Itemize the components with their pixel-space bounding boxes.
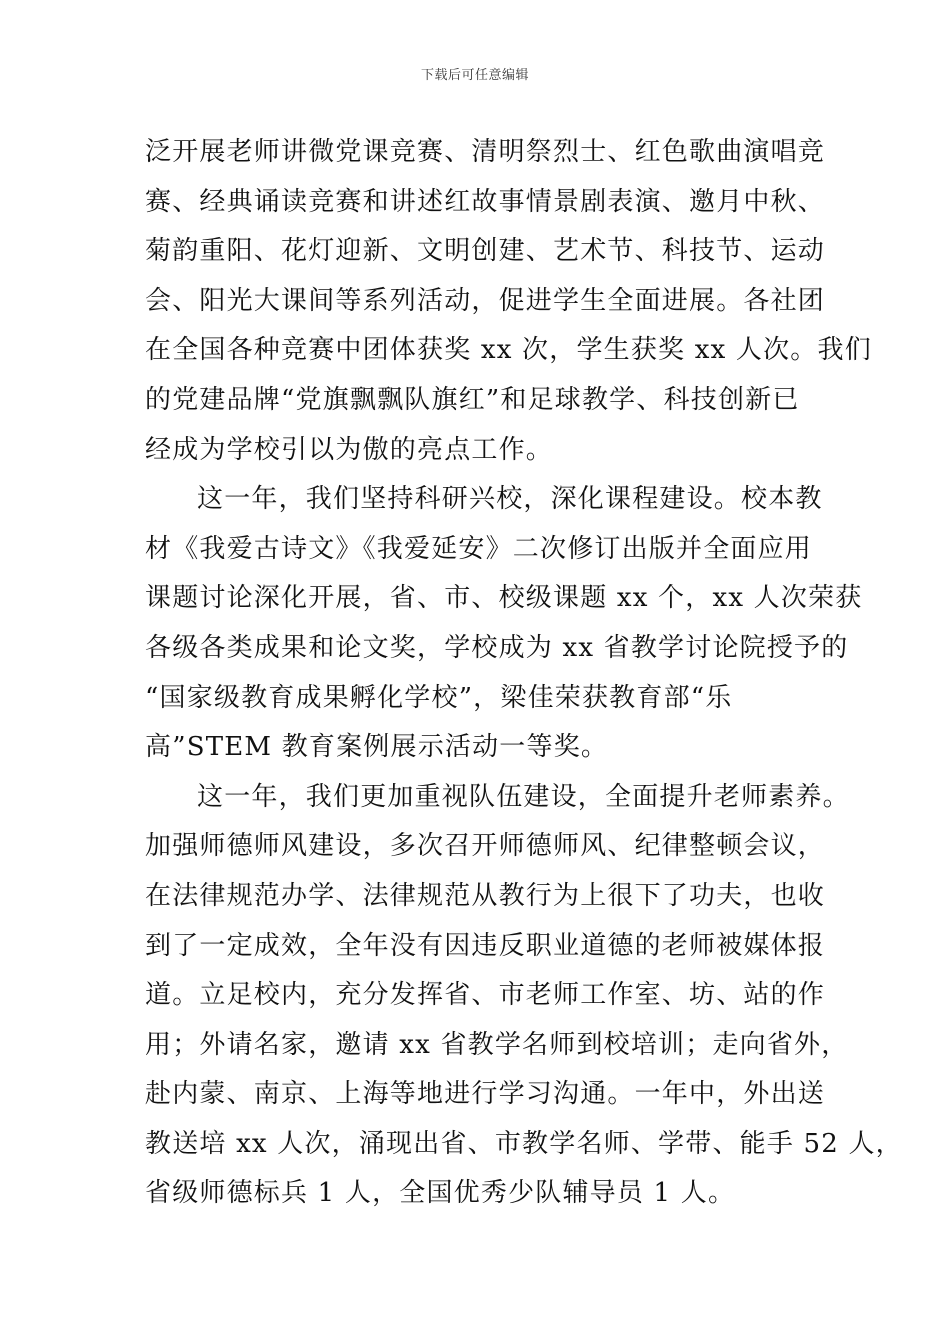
text-line: 各级各类成果和论文奖，学校成为 xx 省教学讨论院授予的 xyxy=(145,632,849,663)
text-line: 到了一定成效，全年没有因违反职业道德的老师被媒体报 xyxy=(145,930,826,961)
text-line: 赴内蒙、南京、上海等地进行学习沟通。一年中，外出送 xyxy=(145,1079,826,1110)
page-header-note: 下载后可任意编辑 xyxy=(420,68,529,83)
text-line: 在全国各种竞赛中团体获奖 xx 次，学生获奖 xx 人次。我们 xyxy=(145,335,872,366)
text-line: 加强师德师风建设，多次召开师德师风、纪律整顿会议， xyxy=(145,831,826,862)
text-line: 教送培 xx 人次，涌现出省、市教学名师、学带、能手 52 人， xyxy=(145,1128,903,1159)
text-line: 泛开展老师讲微党课竞赛、清明祭烈士、红色歌曲演唱竞 xyxy=(145,137,826,167)
text-line: 课题讨论深化开展，省、市、校级课题 xx 个，xx 人次荣获 xyxy=(145,583,863,614)
text-line: 经成为学校引以为傲的亮点工作。 xyxy=(145,434,554,465)
text-line: 省级师德标兵 1 人，全国优秀少队辅导员 1 人。 xyxy=(145,1178,736,1209)
text-line: 在法律规范办学、法律规范从教行为上很下了功夫，也收 xyxy=(145,880,826,911)
text-line: 这一年，我们坚持科研兴校，深化课程建设。校本教 xyxy=(197,484,823,515)
text-line: 道。立足校内，充分发挥省、市老师工作室、坊、站的作 xyxy=(145,980,826,1011)
text-line: 材《我爱古诗文》《我爱延安》二次修订出版并全面应用 xyxy=(145,533,813,564)
text-line: 赛、经典诵读竞赛和讲述红故事情景剧表演、邀月中秋、 xyxy=(145,186,826,217)
text-line: 菊韵重阳、花灯迎新、文明创建、艺术节、科技节、运动 xyxy=(145,236,826,267)
text-line: 这一年，我们更加重视队伍建设，全面提升老师素养。 xyxy=(197,781,850,812)
text-line: “国家级教育成果孵化学校”，梁佳荣获教育部“乐 xyxy=(145,682,733,713)
text-line: 用；外请名家，邀请 xx 省教学名师到校培训；走向省外， xyxy=(145,1029,849,1060)
text-line: 高”STEM 教育案例展示活动一等奖。 xyxy=(145,732,609,763)
text-line: 的党建品牌“党旗飘飘队旗红”和足球教学、科技创新已 xyxy=(145,384,800,415)
text-line: 会、阳光大课间等系列活动，促进学生全面进展。各社团 xyxy=(145,285,826,316)
document-body xyxy=(145,128,903,1219)
